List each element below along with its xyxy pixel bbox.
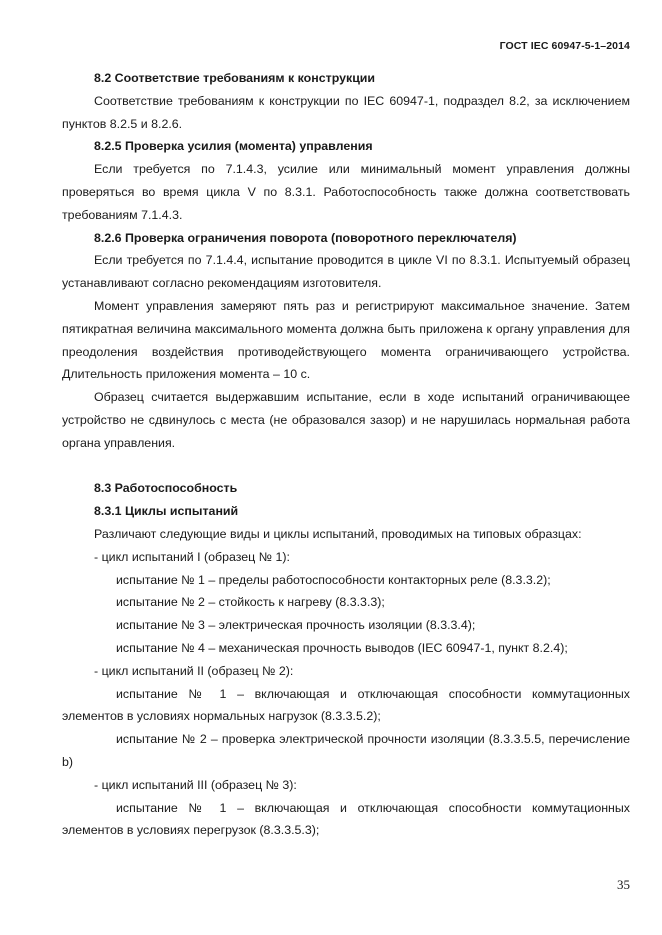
section-heading-8-3: 8.3 Работоспособность	[94, 481, 238, 496]
list-item: испытание № 4 – механическая прочность выводов (IEC 60947-1, пункт 8.2.4);	[116, 640, 568, 655]
paragraph: Различают следующие виды и циклы испытаний, проводимых на типовых образцах:	[94, 526, 582, 541]
page-content	[62, 67, 630, 842]
list-item: испытание № 2 – стойкость к нагреву (8.3.3.3);	[116, 595, 385, 610]
list-item: испытание № 2 – проверка электрической прочности изоляции (8.3.3.5.5, перечисление b)	[62, 732, 630, 769]
standard-header: ГОСТ IEC 60947-5-1–2014	[499, 40, 630, 52]
list-item: испытание № 1 – пределы работоспособности контакторных реле (8.3.3.2);	[116, 572, 551, 587]
page-number: 35	[617, 877, 630, 892]
section-heading-8-2-6: 8.2.6 Проверка ограничения поворота (поворотного переключателя)	[94, 230, 517, 245]
list-item: испытание № 3 – электрическая прочность изоляции (8.3.3.4);	[116, 618, 476, 633]
list-item: - цикл испытаний I (образец № 1):	[94, 549, 290, 564]
paragraph: Если требуется по 7.1.4.3, усилие или минимальный момент управления должны проверяться во время цикла V по 8.3.1. Работоспособность также должна соответствовать требованиям 7.1.4.3.	[62, 162, 630, 222]
section-heading-8-2: 8.2 Соответствие требованиям к конструкции	[94, 71, 376, 85]
list-item: - цикл испытаний III (образец № 3):	[94, 777, 297, 792]
spacer	[62, 455, 630, 478]
list-item: испытание № 1 – включающая и отключающая способности коммутационных элементов в условиях перегрузок (8.3.3.5.3);	[62, 800, 630, 838]
paragraph: Соответствие требованиям к конструкции по IEC 60947-1, подраздел 8.2, за исключением пунктов 8.2.5 и 8.2.6.	[62, 93, 630, 131]
list-item: - цикл испытаний II (образец № 2):	[94, 663, 294, 678]
section-heading-8-2-5: 8.2.5 Проверка усилия (момента) управления	[94, 139, 373, 154]
section-heading-8-3-1: 8.3.1 Циклы испытаний	[94, 504, 239, 519]
paragraph: Образец считается выдержавшим испытание, если в ходе испытаний ограничивающее устройство не сдвинулось с места (не образовался зазор) и не нарушилась нормальная работа органа управления.	[62, 390, 630, 450]
list-item: испытание № 1 – включающая и отключающая способности коммутационных элементов в условиях нормальных нагрузок (8.3.3.5.2);	[62, 686, 630, 724]
paragraph: Момент управления замеряют пять раз и регистрируют максимальное значение. Затем пятикратная величина максимального момента должна быть приложена к органу управления для преодоления воздействия противодействующего момента ограничивающего устройства. Длительность приложения момента – 10 с.	[62, 298, 630, 382]
paragraph: Если требуется по 7.1.4.4, испытание проводится в цикле VI по 8.3.1. Испытуемый образец устанавливают согласно рекомендациям изготовителя.	[62, 253, 630, 291]
